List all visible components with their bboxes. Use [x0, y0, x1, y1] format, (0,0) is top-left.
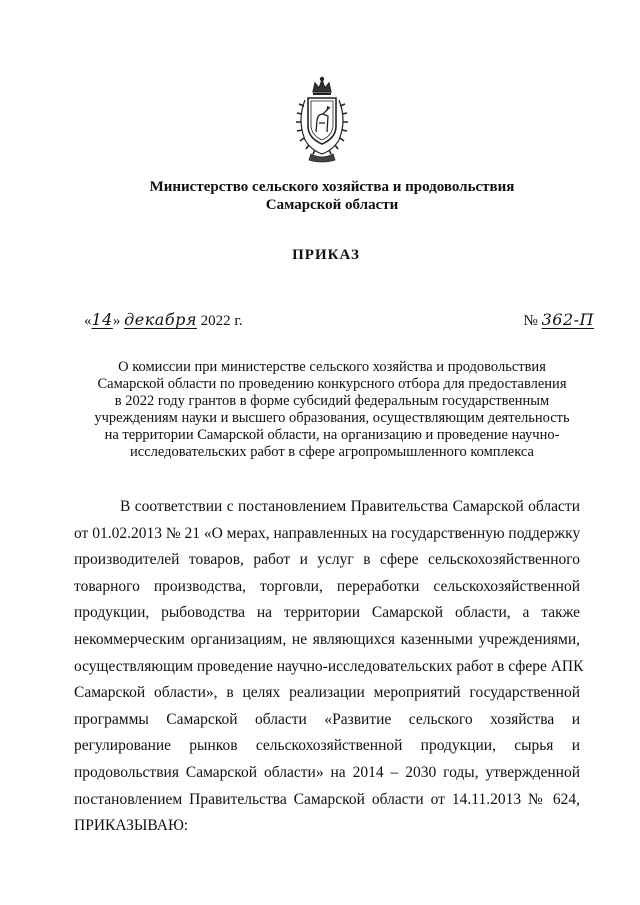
date-month: декабря	[124, 310, 197, 329]
subject-line: на территории Самарской области, на организацию и проведение научно-	[104, 427, 560, 443]
number-prefix: №	[523, 313, 538, 329]
body-line: программы Самарской области «Развитие сельского хозяйства и	[74, 710, 580, 728]
order-date	[84, 310, 243, 330]
order-subject	[88, 359, 576, 461]
body-line: некоммерческим организациям, не являющихся казенными учреждениями,	[74, 630, 580, 648]
coat-of-arms-icon	[291, 76, 353, 164]
body-line: регулирование рынков сельскохозяйственной продукции, сырья и	[74, 737, 580, 755]
body-line: от 01.02.2013 № 21 «О мерах, направленных на государственную поддержку	[74, 524, 581, 542]
date-quote-close: »	[112, 313, 121, 329]
body-line: продовольствия Самарской области» на 2014 – 2030 годы, утвержденной	[74, 763, 580, 781]
order-title: ПРИКАЗ	[292, 247, 360, 263]
body-line: постановлением Правительства Самарской области от 14.11.2013 № 624,	[74, 790, 580, 808]
subject-line: учреждениям науки и высшего образования, осуществляющим деятельность	[94, 410, 570, 426]
body-line-command: ПРИКАЗЫВАЮ:	[74, 817, 189, 835]
date-quote-open: «	[84, 313, 92, 329]
body-line: Самарской области», в целях реализации мероприятий государственной	[74, 684, 580, 702]
order-number	[524, 310, 594, 330]
ministry-header	[100, 178, 564, 214]
body-line: продукции, рыбоводства на территории Самарской области, а также	[74, 604, 580, 622]
ministry-name-line: Министерство сельского хозяйства и продовольствия	[149, 179, 515, 195]
body-line: товарного производства, торговли, переработки сельскохозяйственной	[74, 577, 580, 595]
body-line: В соответствии с постановлением Правительства Самарской области	[120, 498, 580, 515]
body-line: производителей товаров, работ и услуг в сфере сельскохозяйственного	[74, 551, 580, 569]
ministry-region-line: Самарской области	[265, 197, 399, 213]
subject-line: исследовательских работ в сфере агропромышленного комплекса	[130, 444, 534, 460]
order-body	[74, 494, 584, 840]
date-day: 14	[91, 310, 113, 329]
date-number-line	[84, 306, 594, 332]
number-value: 362-П	[541, 310, 594, 329]
body-line: осуществляющим проведение научно-исследовательских работ в сфере АПК	[74, 657, 584, 675]
date-year: 2022 г.	[200, 313, 243, 329]
subject-line: О комиссии при министерстве сельского хозяйства и продовольствия	[118, 359, 546, 375]
subject-line: в 2022 году грантов в форме субсидий федеральным государственным	[114, 393, 550, 409]
subject-line: Самарской области по проведению конкурсного отбора для предоставления	[97, 376, 567, 392]
